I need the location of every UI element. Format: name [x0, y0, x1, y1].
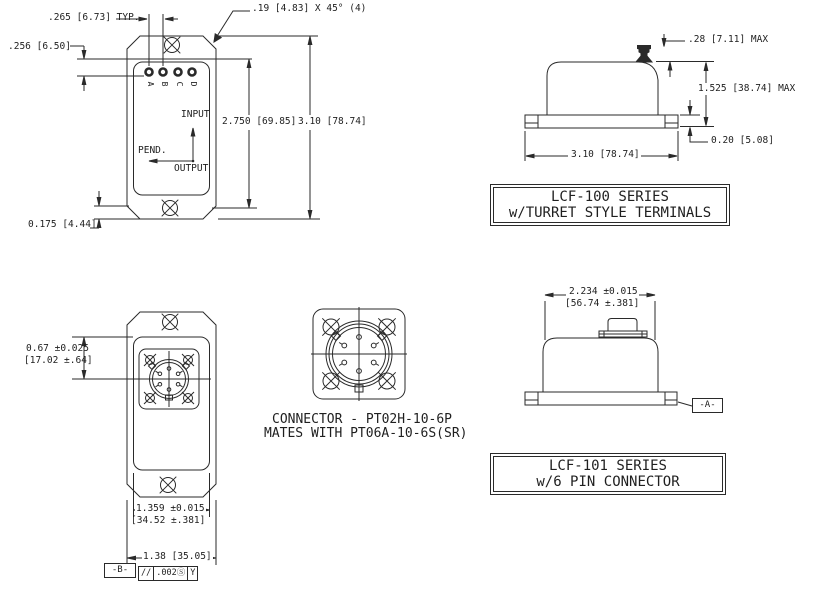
chamfer-note: .19 [4.83] X 45° (4): [252, 3, 367, 14]
connector-detail-linework: [311, 307, 407, 401]
turret-terminal: [636, 46, 652, 63]
side-view-bottom-outline: [525, 319, 677, 406]
axis-input-label: INPUT: [181, 109, 210, 120]
dim-terminal-spacing: .265 [6.73] TYP.: [48, 12, 140, 23]
side-view-top-dimensions: [525, 34, 714, 161]
lcf101-series-label: [490, 453, 726, 495]
fcf-tolerance: .002Ⓢ: [153, 566, 188, 581]
dim-base-length: 3.10 [78.74]: [571, 149, 640, 160]
dim-body-width-1: 1.359 ±0.015: [136, 503, 205, 514]
lcf101-series-line1: LCF-101 SERIES: [548, 458, 667, 474]
terminal-label-a: A: [145, 81, 155, 87]
front-view-bottom-outline: [127, 312, 216, 497]
dim-overall-height: 3.10 [78.74]: [298, 116, 367, 127]
lcf100-series-label: [490, 184, 730, 226]
terminal-label-d: D: [188, 81, 198, 87]
dim-flange-width: 1.38 [35.05]: [143, 551, 212, 562]
front-view-bottom-dimensions: [72, 337, 216, 565]
dim-body-length-2: [56.74 ±.381]: [565, 298, 640, 309]
connector-shell: [608, 319, 637, 332]
datum-flag-a: -A-: [692, 398, 723, 413]
dim-terminal-height: .28 [7.11] MAX: [688, 34, 769, 45]
dim-connector-offset-1: 0.67 ±0.025: [26, 343, 89, 354]
side-view-bottom-dimensions: [545, 293, 692, 406]
feature-control-frame: [139, 566, 198, 581]
side-view-top-outline: [525, 46, 678, 129]
front-view-top-outline: [127, 36, 216, 219]
fcf-parallelism-symbol: //: [138, 566, 154, 581]
lcf100-series-line2: w/TURRET STYLE TERMINALS: [508, 205, 712, 221]
dim-connector-offset-2: [17.02 ±.64]: [24, 355, 93, 366]
dim-base-thickness: 0.20 [5.08]: [711, 135, 774, 146]
connector-note-1: CONNECTOR - PT02H-10-6P: [272, 412, 453, 427]
dim-terminal-offset: .256 [6.50]: [8, 41, 71, 52]
connector-on-body: [128, 349, 211, 409]
terminal-circles: [146, 69, 196, 76]
dim-hole-span: 2.750 [69.85]: [222, 116, 297, 127]
dim-body-length-1: 2.234 ±0.015: [569, 286, 638, 297]
lcf101-series-line2: w/6 PIN CONNECTOR: [536, 474, 680, 490]
lcf100-series-line1: LCF-100 SERIES: [550, 189, 669, 205]
axis-output-label: OUTPUT: [174, 163, 209, 174]
fcf-datum: Y: [187, 566, 198, 581]
datum-flag-b: -B-: [104, 563, 136, 578]
terminal-label-c: C: [174, 81, 184, 87]
dim-body-width-2: [34.52 ±.381]: [131, 515, 206, 526]
terminal-label-b: B: [159, 81, 169, 87]
axis-pend-label: PEND.: [138, 145, 167, 156]
dim-body-height: 1.525 [38.74] MAX: [698, 83, 796, 94]
connector-note-2: MATES WITH PT06A-10-6S(SR): [264, 426, 468, 441]
dim-flange-thickness: 0.175 [4.44]: [28, 219, 97, 230]
